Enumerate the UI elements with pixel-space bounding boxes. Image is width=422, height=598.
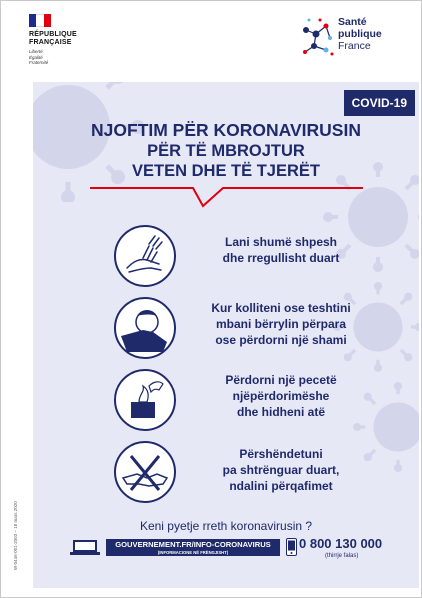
no-handshake-icon <box>113 440 177 504</box>
measure-3-text: Përdorni një pecetë njëpërdorimëshe dhe hidheni atë <box>225 373 337 419</box>
document-reference: W-0446-001-2003 – 18 mars 2020 <box>13 501 18 570</box>
measure-1-text: Lani shumë shpesh dhe rregullisht duart <box>222 235 340 265</box>
title-line-1: NJOFTIM PËR KORONAVIRUSIN <box>91 120 361 140</box>
website-link[interactable]: GOUVERNEMENT.FR/INFO-CORONAVIRUS (INFORMACIONE NË FRËNGJISHT) <box>106 539 280 556</box>
publique-text: publique <box>338 28 382 40</box>
cough-elbow-icon <box>113 296 177 360</box>
motto: Liberté Égalité Fraternité <box>29 49 49 65</box>
measure-4-text: Përshëndetuni pa shtrënguar duart, ndalini përqafimet <box>222 447 340 493</box>
phone-icon <box>286 538 297 556</box>
main-panel <box>33 82 419 588</box>
title-line-3: VETEN DHE TË TJERËT <box>132 162 320 180</box>
laptop-icon <box>70 540 100 556</box>
covid-badge: COVID-19 <box>344 90 415 116</box>
sante-publique-france-logo <box>300 14 400 64</box>
tissue-box-icon <box>113 368 177 432</box>
phone-note: (thirrje falas) <box>325 553 359 559</box>
title-line-2: PËR TË MBROJTUR <box>147 142 305 160</box>
sante-text: Santé <box>338 16 367 28</box>
speech-bubble-line <box>33 82 419 222</box>
measure-2-text: Kur kolliteni ose teshtini mbani bërrylin përpara ose përdorni një shami <box>211 301 351 347</box>
republique-line: RÉPUBLIQUE <box>29 31 77 38</box>
francaise-line: FRANÇAISE <box>29 39 72 46</box>
footer-question: Keni pyetje rreth koronavirusin ? <box>139 519 313 533</box>
republique-francaise-logo <box>29 14 99 66</box>
phone-number[interactable]: 0 800 130 000 <box>299 536 383 551</box>
molecule-logo-icon <box>300 14 336 62</box>
french-flag-icon <box>29 14 51 27</box>
france-text: France <box>338 40 371 52</box>
hand-washing-icon <box>113 224 177 288</box>
